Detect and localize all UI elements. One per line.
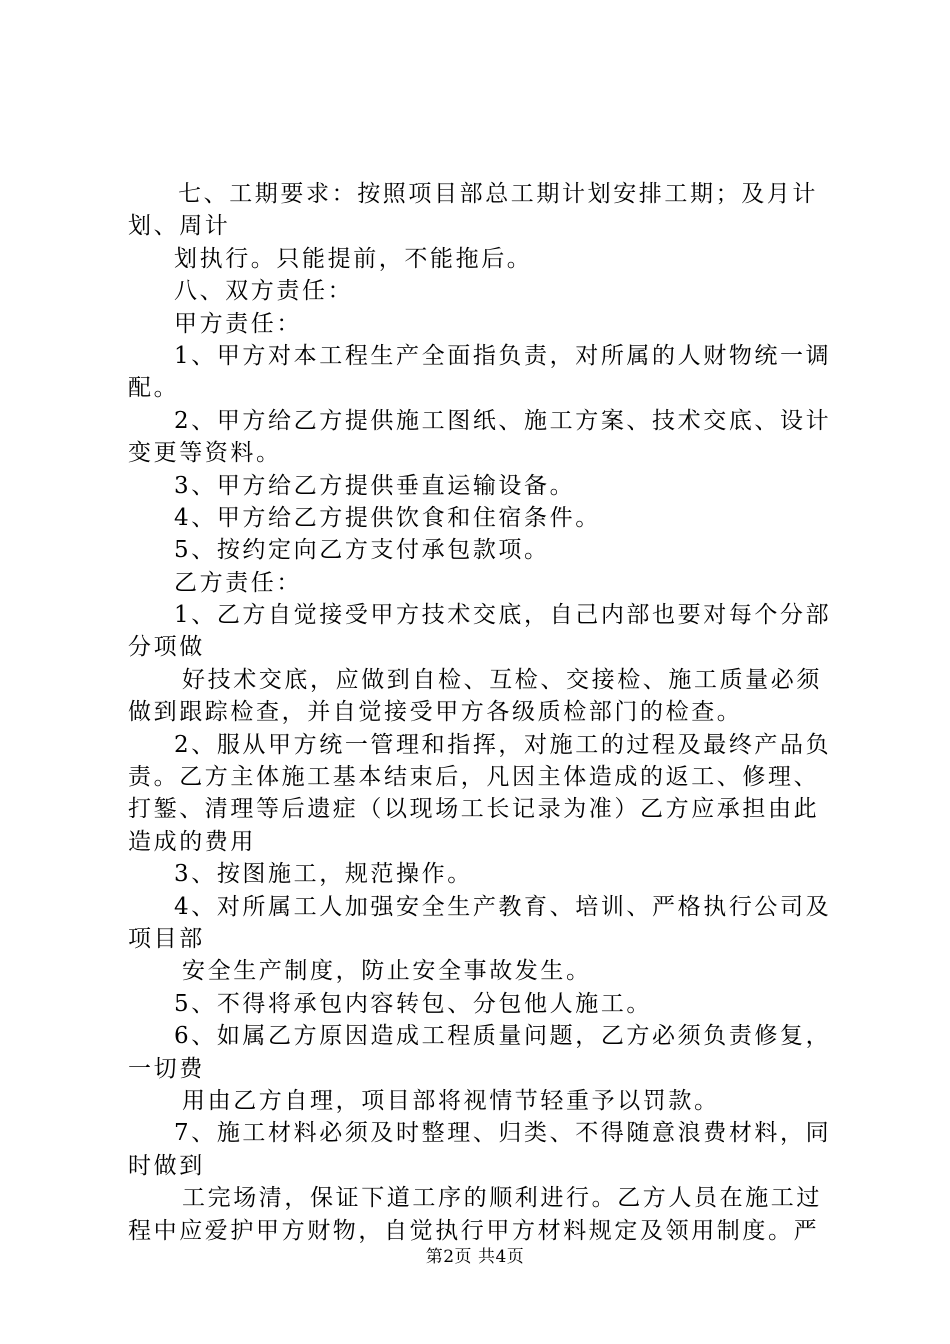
text-line: 时做到 [128,1152,205,1179]
text-line: 一切费 [128,1055,205,1082]
text-line: 5、不得将承包内容转包、分包他人施工。 [174,990,653,1017]
text-line: 七、工期要求：按照项目部总工期计划安排工期；及月计 [178,181,818,207]
text-line: 甲方责任： [174,310,302,337]
text-line: 用由乙方自理，项目部将视情节轻重予以罚款。 [182,1087,720,1114]
text-line: 造成的费用 [128,828,256,855]
text-line: 工完场清，保证下道工序的顺利进行。乙方人员在施工过 [182,1185,822,1212]
text-line: 安全生产制度，防止安全事故发生。 [182,958,592,985]
text-line: 1、乙方自觉接受甲方技术交底，自己内部也要对每个分部 [174,602,832,629]
text-line: 2、甲方给乙方提供施工图纸、施工方案、技术交底、设计 [174,407,832,434]
text-line: 4、甲方给乙方提供饮食和住宿条件。 [174,504,601,531]
text-line: 6、如属乙方原因造成工程质量问题，乙方必须负责修复， [174,1023,832,1050]
text-line: 乙方责任： [174,569,302,596]
page-number-footer: 第2页 共4页 [425,1247,525,1267]
text-line: 打錾、清理等后遗症（以现场工长记录为准）乙方应承担由此 [128,796,820,823]
text-line: 项目部 [128,925,205,952]
text-line: 八、双方责任： [174,278,354,305]
text-line: 程中应爱护甲方财物，自觉执行甲方材料规定及领用制度。严 [128,1217,820,1244]
text-line: 配。 [128,375,180,402]
text-line: 7、施工材料必须及时整理、归类、不得随意浪费材料，同 [174,1120,832,1147]
text-line: 1、甲方对本工程生产全面指负责，对所属的人财物统一调 [174,342,832,369]
text-line: 4、对所属工人加强安全生产教育、培训、严格执行公司及 [174,893,832,920]
text-line: 2、服从甲方统一管理和指挥，对施工的过程及最终产品负 [174,731,832,758]
text-line: 变更等资料。 [128,440,282,467]
text-line: 分项做 [128,634,205,661]
text-line: 好技术交底，应做到自检、互检、交接检、施工质量必须 [182,666,822,693]
text-line: 划、周计 [128,213,231,240]
text-line: 3、按图施工，规范操作。 [174,861,473,888]
text-line: 划执行。只能提前，不能拖后。 [174,245,533,272]
text-line: 3、甲方给乙方提供垂直运输设备。 [174,472,576,499]
document-body [128,178,832,1247]
text-line: 5、按约定向乙方支付承包款项。 [174,537,550,564]
text-line: 责。乙方主体施工基本结束后，凡因主体造成的返工、修理、 [128,764,820,791]
text-line: 做到跟踪检查，并自觉接受甲方各级质检部门的检查。 [128,699,743,726]
